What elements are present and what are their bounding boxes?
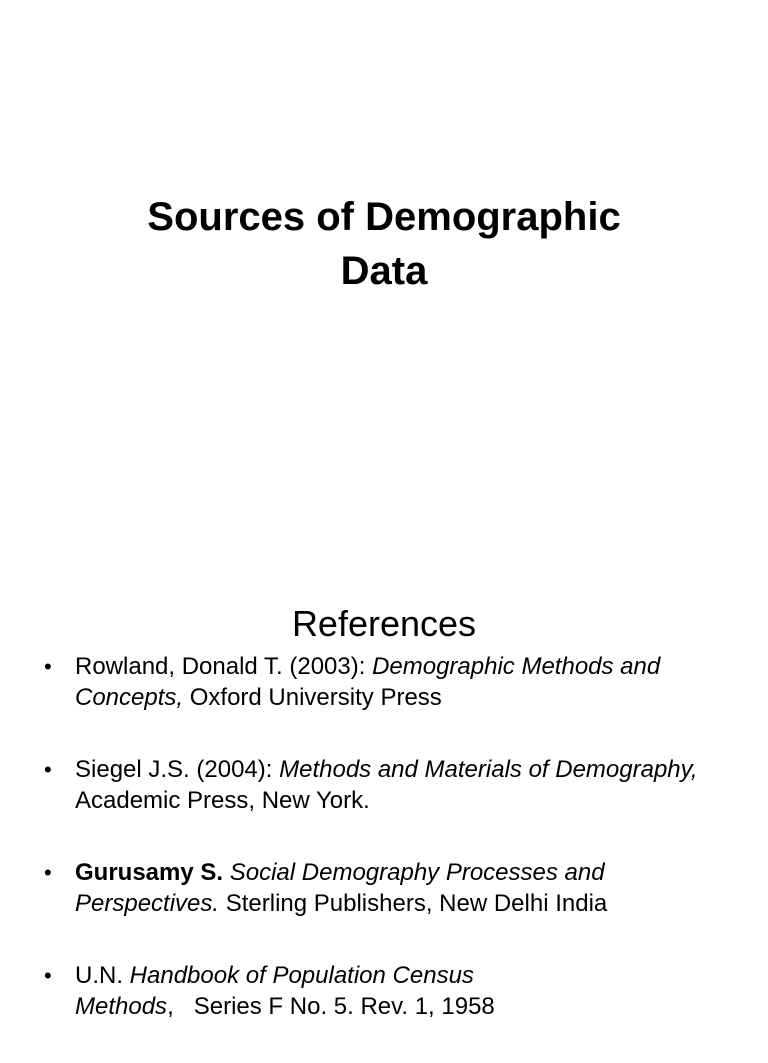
reference-author: Siegel J.S. (2004): (75, 756, 280, 783)
bullet-icon: • (44, 963, 52, 988)
reference-title: Handbook of Population Census Methods (75, 962, 474, 1020)
slide-title (64, 190, 704, 298)
bullet-icon: • (44, 654, 52, 679)
reference-item (0, 857, 768, 919)
reference-item (0, 960, 768, 1022)
reference-publisher: , Series F No. 5. Rev. 1, 1958 (167, 993, 495, 1020)
reference-author: U.N. (75, 962, 130, 989)
references-list (0, 651, 768, 1063)
slide-title-line-2: Data (340, 249, 428, 293)
bullet-icon: • (44, 757, 52, 782)
bullet-icon: • (44, 860, 52, 885)
reference-title: Demographic Methods and Concepts, (75, 653, 661, 711)
reference-publisher: Oxford University Press (183, 684, 442, 711)
slide-title-line-1: Sources of Demographic (147, 195, 621, 239)
reference-item (0, 754, 768, 816)
reference-author: Rowland, Donald T. (2003): (75, 653, 373, 680)
reference-author: Gurusamy S. (75, 859, 224, 886)
reference-title: Social Demography Processes and Perspectives. (75, 859, 605, 917)
reference-item (0, 651, 768, 713)
references-heading: References (291, 603, 477, 644)
reference-publisher: Sterling Publishers, New Delhi India (219, 890, 608, 917)
reference-title: Methods and Materials of Demography, (279, 756, 698, 783)
reference-publisher: Academic Press, New York. (75, 787, 370, 814)
